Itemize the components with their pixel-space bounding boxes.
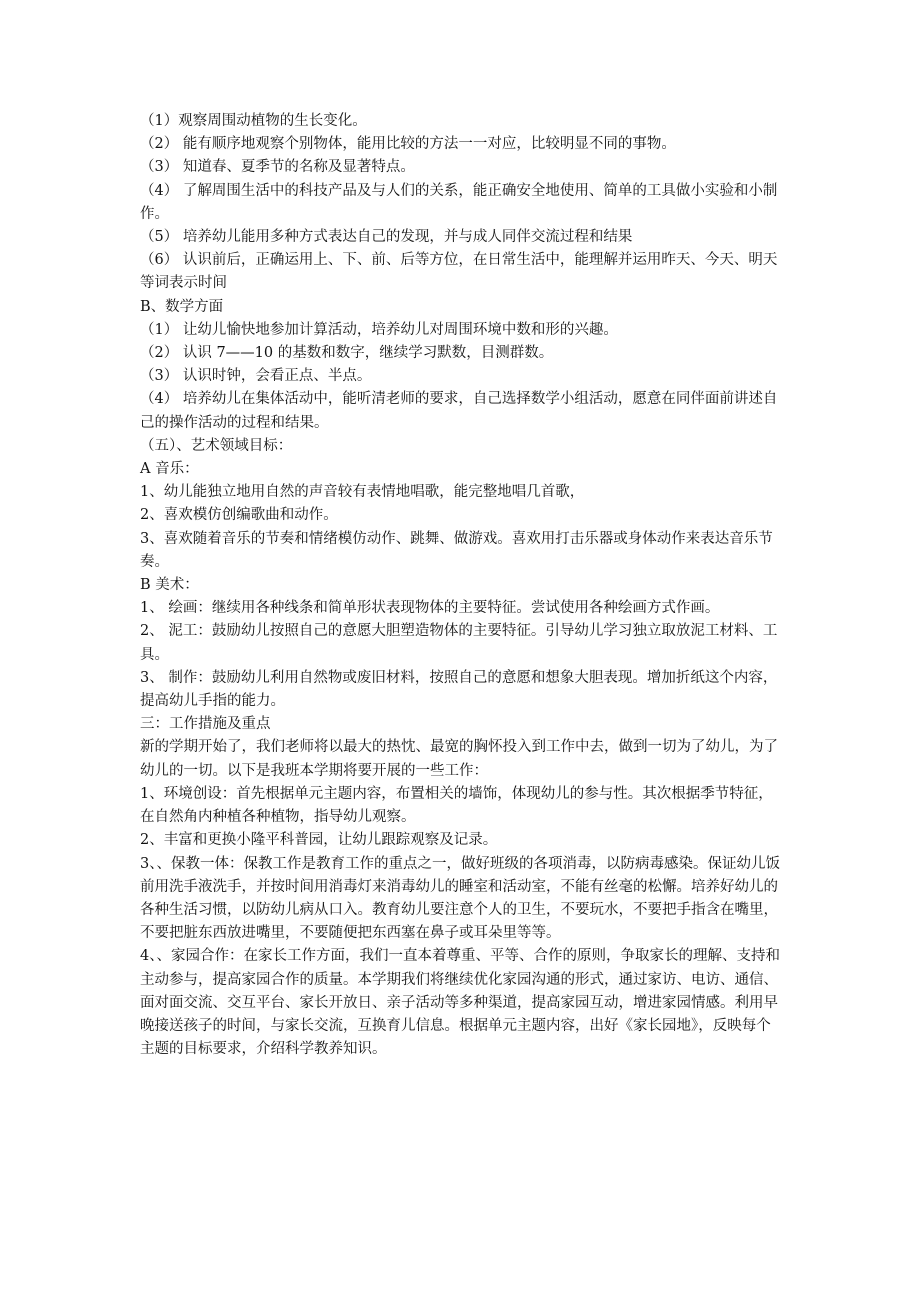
- fine-art-goal-2: 2、 泥工：鼓励幼儿按照自己的意愿大胆塑造物体的主要特征。引导幼儿学习独立取放泥工材料、工具。: [140, 623, 778, 663]
- work-item-4: 4、、家园合作：在家长工作方面，我们一直本着尊重、平等、合作的原则，争取家长的理解、支持和主动参与，提高家园合作的质量。本学期我们将继续优化家园沟通的形式，通过家访、电访、通信、面对面交流、交互平台、家长开放日、亲子活动等多种渠道，提高家园互动，增进家园情感。利用早晚接送孩子的时间，与家长交流，互换育儿信息。根据单元主题内容，出好《家长园地》，反映每个主题的目标要求，介绍科学教养知识。: [140, 948, 780, 1058]
- fine-art-heading: B 美术：: [140, 577, 199, 594]
- music-goal-1: 1、幼儿能独立地用自然的声音较有表情地唱歌，能完整地唱几首歌，: [140, 484, 585, 501]
- science-goal-6: （6） 认识前后，正确运用上、下、前、后等方位，在日常生活中，能理解并运用昨天、今天、明天等词表示时间: [140, 252, 778, 292]
- math-goal-4: （4） 培养幼儿在集体活动中，能听清老师的要求，自己选择数学小组活动，愿意在同伴面前讲述自己的操作活动的过程和结果。: [140, 391, 778, 431]
- document-body: [140, 110, 782, 1061]
- math-goal-1: （1） 让幼儿愉快地参加计算活动，培养幼儿对周围环境中数和形的兴趣。: [140, 321, 618, 338]
- music-goal-3: 3、喜欢随着音乐的节奏和情绪模仿动作、跳舞、做游戏。喜欢用打击乐器或身体动作来表达音乐节奏。: [140, 530, 773, 570]
- work-intro: 新的学期开始了，我们老师将以最大的热忱、最宽的胸怀投入到工作中去，做到一切为了幼儿，为了幼儿的一切。以下是我班本学期将要开展的一些工作：: [140, 739, 778, 779]
- music-goal-2: 2、喜欢模仿创编歌曲和动作。: [140, 507, 338, 524]
- fine-art-goal-3: 3、 制作：鼓励幼儿利用自然物或废旧材料，按照自己的意愿和想象大胆表现。增加折纸这个内容，提高幼儿手指的能力。: [140, 669, 778, 710]
- art-domain-heading: （五）、艺术领域目标：: [140, 437, 293, 454]
- science-goal-1: （1）观察周围动植物的生长变化。: [140, 113, 367, 129]
- science-goal-4: （4） 了解周围生活中的科技产品及与人们的关系，能正确安全地使用、简单的工具做小实验和小制作。: [140, 182, 778, 222]
- fine-art-goal-1: 1、 绘画：继续用各种线条和简单形状表现物体的主要特征。尝试使用各种绘画方式作画。: [140, 600, 720, 617]
- work-item-1: 1、环境创设：首先根据单元主题内容，布置相关的墙饰，体现幼儿的参与性。其次根据季节特征，在自然角内种植各种植物，指导幼儿观察。: [140, 785, 773, 826]
- math-goal-2: （2） 认识 7——10 的基数和数字，继续学习默数，目测群数。: [140, 345, 554, 362]
- work-measures-heading: 三：工作措施及重点: [140, 716, 271, 733]
- work-item-2: 2、丰富和更换小隆平科普园，让幼儿跟踪观察及记录。: [140, 832, 498, 849]
- science-goal-5: （5） 培养幼儿能用多种方式表达自己的发现，并与成人同伴交流过程和结果: [140, 229, 633, 246]
- science-goal-2: （2） 能有顺序地观察个别物体，能用比较的方法一一对应，比较明显不同的事物。: [140, 136, 676, 153]
- science-goal-3: （3） 知道春、夏季节的名称及显著特点。: [140, 159, 415, 176]
- music-heading: A 音乐：: [140, 461, 199, 478]
- work-item-3: 3、、保教一体：保教工作是教育工作的重点之一，做好班级的各项消毒，以防病毒感染。保证幼儿饭前用洗手液洗手，并按时间用消毒灯来消毒幼儿的睡室和活动室，不能有丝毫的松懈。培养好幼儿的各种生活习惯，以防幼儿病从口入。教育幼儿要注意个人的卫生，不要玩水，不要把手指含在嘴里，不要把脏东西放进嘴里，不要随便把东西塞在鼻子或耳朵里等等。: [140, 855, 780, 942]
- math-goal-3: （3） 认识时钟，会看正点、半点。: [140, 368, 372, 385]
- math-heading: B、数学方面: [140, 298, 224, 315]
